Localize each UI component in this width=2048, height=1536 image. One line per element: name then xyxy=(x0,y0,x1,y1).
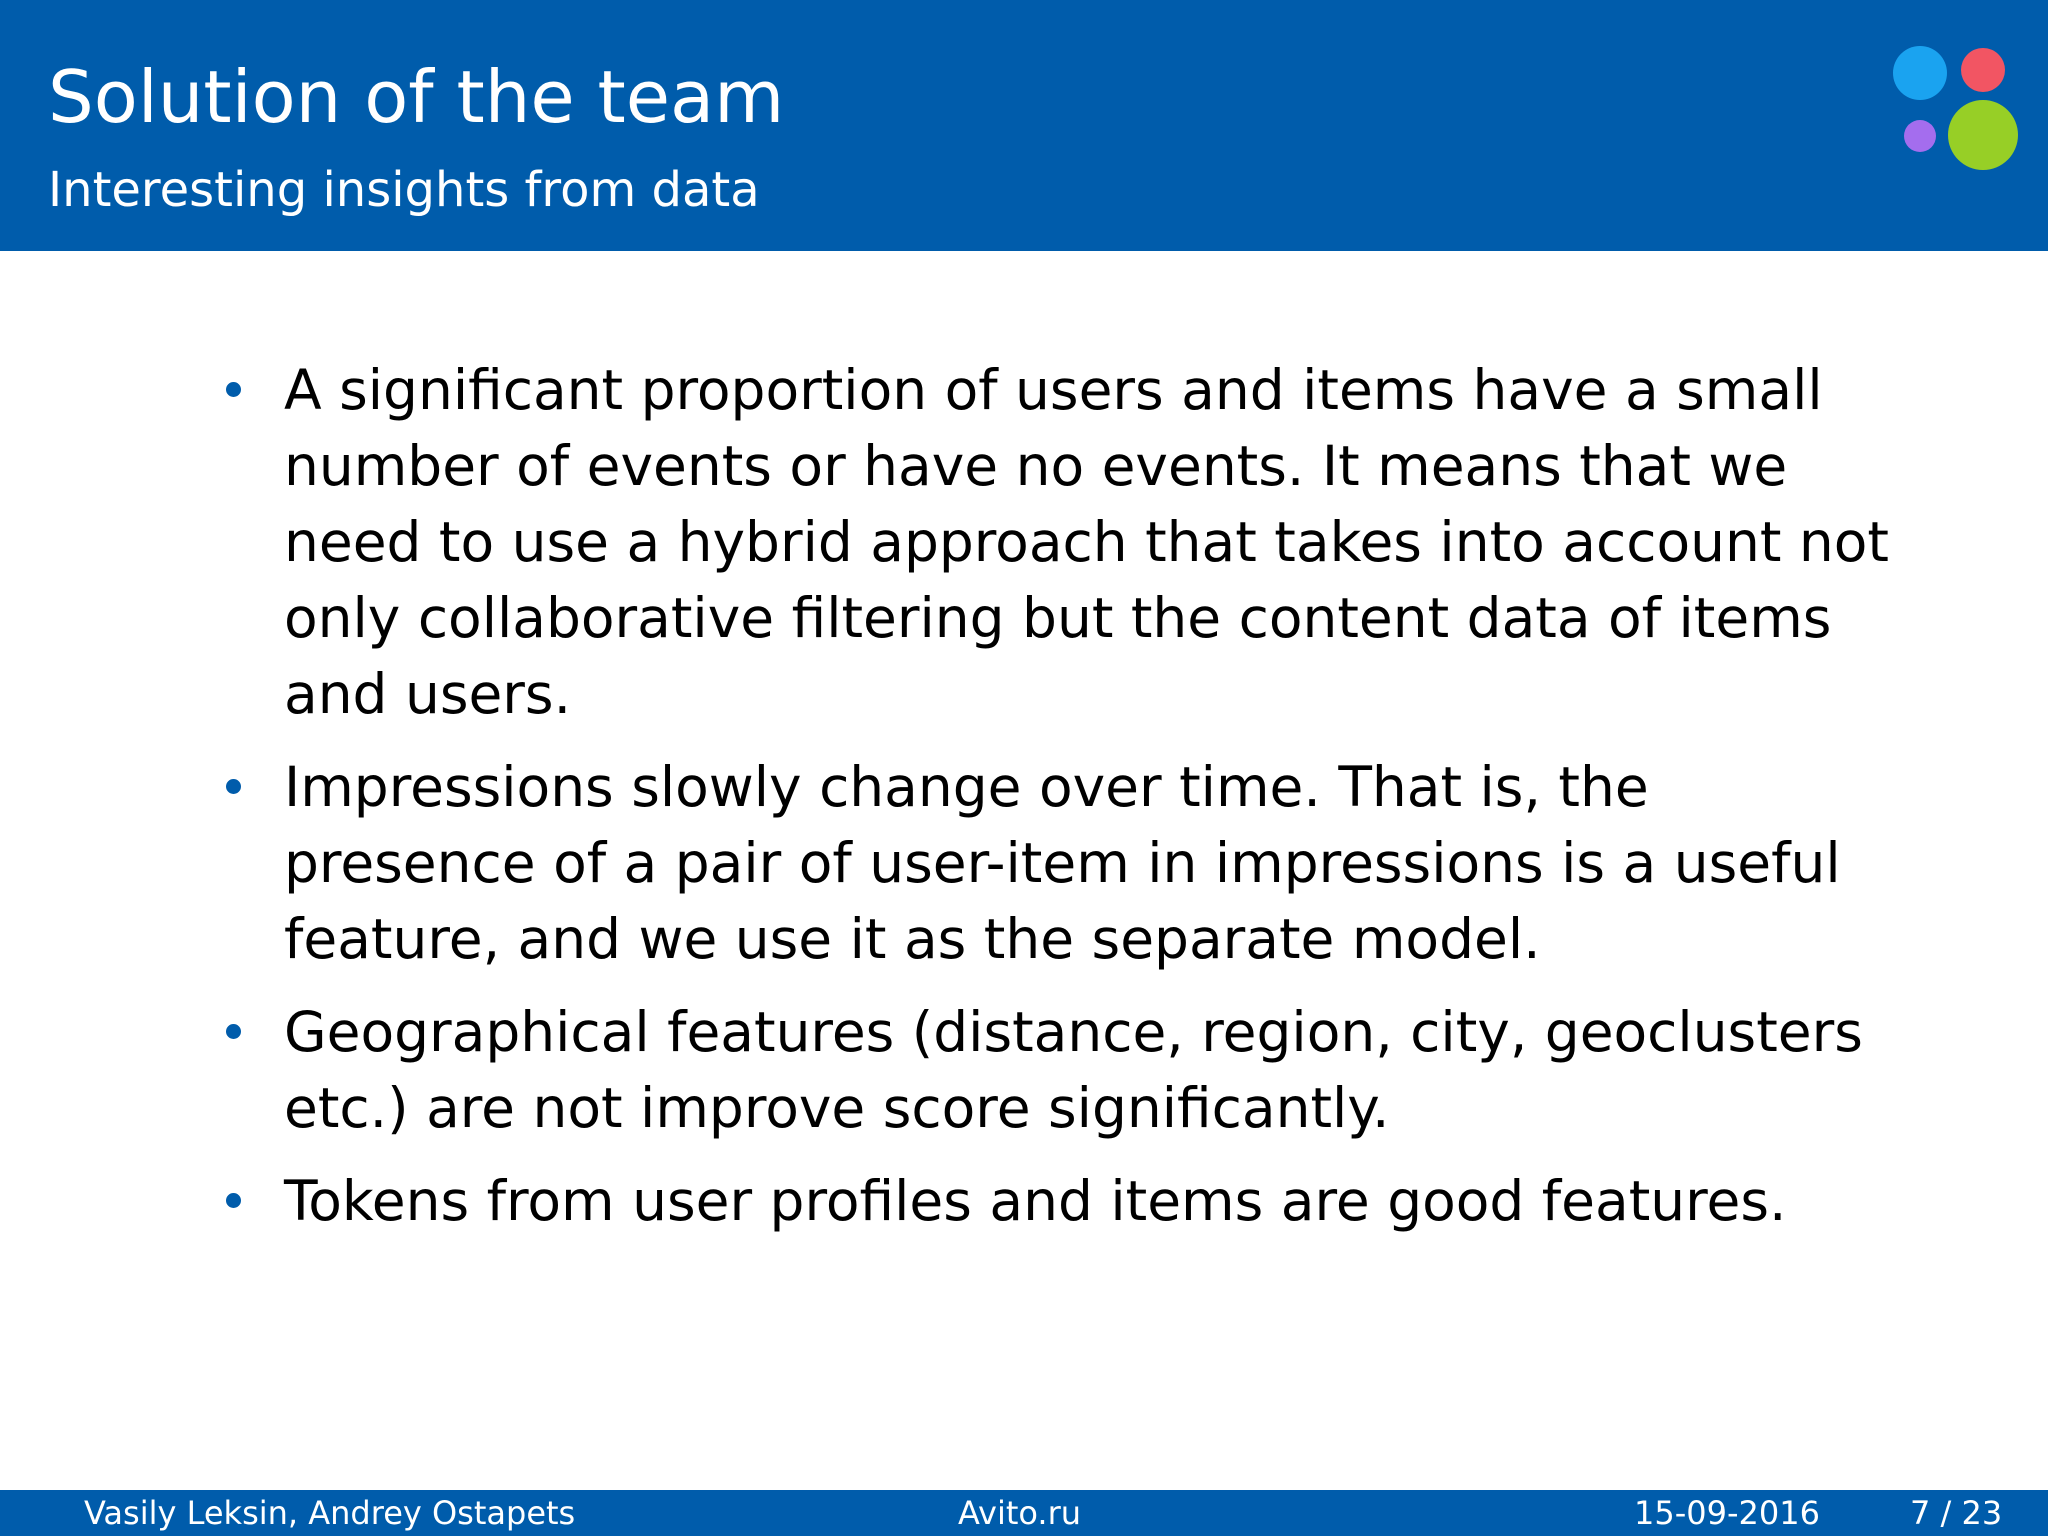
slide-footer xyxy=(0,1490,2048,1536)
bullet-text: A significant proportion of users and items have a small number of events or have no events. It means that we need to use a hybrid approach that takes into account not only collaborative filtering but the content data of items and users. xyxy=(284,358,1889,726)
bullet-item xyxy=(220,1163,1900,1239)
slide-header xyxy=(0,0,2048,251)
bullet-text: Geographical features (distance, region, city, geoclusters etc.) are not improve score significantly. xyxy=(284,1000,1863,1140)
bullet-text: Tokens from user profiles and items are good features. xyxy=(284,1169,1787,1233)
bullet-dot-icon xyxy=(226,382,241,397)
logo-red-dot xyxy=(1961,48,2005,92)
bullet-dot-icon xyxy=(226,779,241,794)
footer-date: 15-09-2016 xyxy=(1634,1494,1820,1532)
bullet-text: Impressions slowly change over time. That is, the presence of a pair of user-item in impressions is a useful feature, and we use it as the separate model. xyxy=(284,755,1841,971)
bullet-item xyxy=(220,352,1900,732)
footer-organization: Avito.ru xyxy=(958,1494,1082,1532)
logo-purple-dot xyxy=(1904,120,1936,152)
slide-subtitle: Interesting insights from data xyxy=(48,162,760,218)
slide-title: Solution of the team xyxy=(48,55,785,139)
bullet-item xyxy=(220,994,1900,1146)
avito-logo-icon xyxy=(1880,40,2020,180)
footer-authors: Vasily Leksin, Andrey Ostapets xyxy=(84,1494,576,1532)
bullet-item xyxy=(220,749,1900,977)
footer-page-number: 7 / 23 xyxy=(1910,1494,2003,1532)
bullet-list xyxy=(220,352,1900,1256)
logo-green-dot xyxy=(1948,100,2018,170)
logo-blue-dot xyxy=(1893,46,1947,100)
bullet-dot-icon xyxy=(226,1193,241,1208)
bullet-dot-icon xyxy=(226,1024,241,1039)
